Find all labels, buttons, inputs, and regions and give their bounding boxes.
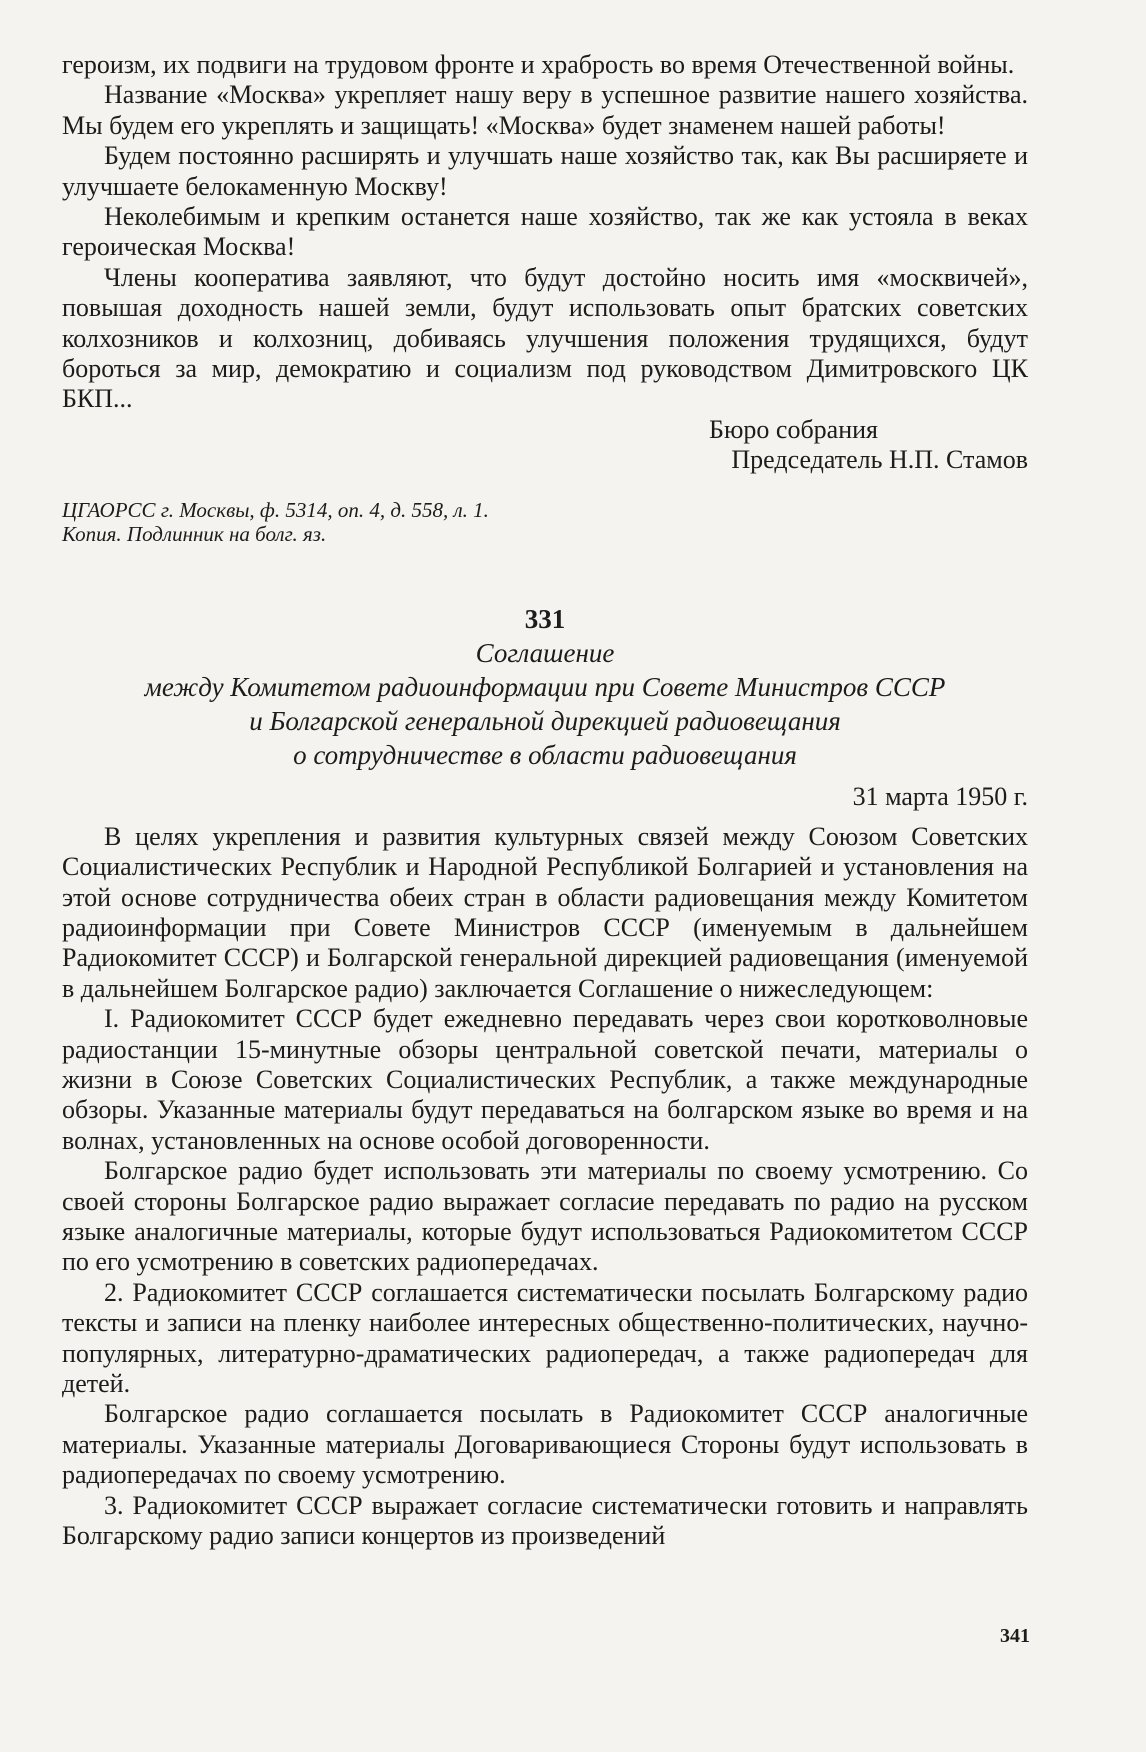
paragraph-1: героизм, их подвиги на трудовом фронте и храбрость во время Отечественной войны.: [62, 50, 1015, 79]
paragraph-4: Неколебимым и крепким останется наше хозяйство, так же как устояла в веках героическая Москва!: [62, 202, 1028, 262]
signature-bureau: Бюро собрания: [709, 414, 878, 444]
document-page: [62, 50, 1028, 1551]
document-title: [62, 636, 1028, 772]
body-paragraph-4: 2. Радиокомитет СССР соглашается систематически посылать Болгарскому радио тексты и записи на пленку наиболее интересных общественно-политических, научно-популярных, литературно-драматических радиопередач, а также радиопередач для детей.: [62, 1277, 1028, 1398]
body-paragraph-1: В целях укрепления и развития культурных связей между Союзом Советских Социалистических Республик и Народной Республикой Болгарией и установления на этой основе сотрудничества обеих стран в области радиовещания между Комитетом радиоинформации при Совете Министров СССР (именуемым в дальнейшем Радиокомитет СССР) и Болгарской генеральной дирекцией радиовещания (именуемой в дальнейшем Болгарское радио) заключается Соглашение о нижеследующем:: [62, 821, 1028, 1003]
body-paragraph-5: Болгарское радио соглашается посылать в Радиокомитет СССР аналогичные материалы. Указанные материалы Договаривающиеся Стороны будут использовать в радиопередачах по своему усмотрению.: [62, 1399, 1028, 1490]
title-line-1: Соглашение: [475, 637, 615, 668]
title-line-4: о сотрудничестве в области радиовещания: [293, 739, 797, 770]
body-paragraph-2: I. Радиокомитет СССР будет ежедневно передавать через свои коротковолновые радиостанции 15-минутные обзоры центральной советской печати, материалы о жизни в Союзе Советских Социалистических Республик, а также международные обзоры. Указанные материалы будут передаваться на болгарском языке во время и на волнах, установленных на основе особой договоренности.: [62, 1004, 1028, 1155]
paragraph-3: Будем постоянно расширять и улучшать наше хозяйство так, как Вы расширяете и улучшаете белокаменную Москву!: [62, 141, 1028, 201]
paragraph-2: Название «Москва» укрепляет нашу веру в успешное развитие нашего хозяйства. Мы будем его укреплять и защищать! «Москва» будет знаменем нашей работы!: [62, 80, 1028, 140]
document-date: 31 марта 1950 г.: [852, 781, 1028, 811]
document-number: 331: [524, 603, 566, 634]
signature-chairman: Председатель Н.П. Стамов: [731, 445, 1028, 475]
archive-reference: [62, 498, 1028, 546]
body-paragraph-3: Болгарское радио будет использовать эти материалы по своему усмотрению. Со своей стороны Болгарское радио выражает согласие передавать по радио на русском языке аналогичные материалы, которые будут использоваться Радиокомитетом СССР по его усмотрению в советских радиопередачах.: [62, 1156, 1028, 1277]
title-line-2: между Комитетом радиоинформации при Совете Министров СССР: [144, 671, 946, 702]
archive-source: ЦГАОРСС г. Москвы, ф. 5314, оп. 4, д. 558, л. 1.: [62, 497, 489, 522]
page-number: 341: [1000, 1625, 1030, 1647]
title-line-3: и Болгарской генеральной дирекцией радиовещания: [249, 705, 841, 736]
paragraph-5: Члены кооператива заявляют, что будут достойно носить имя «москвичей», повышая доходность нашей земли, будут использовать опыт братских советских колхозников и колхозниц, добиваясь улучшения положения трудящихся, будут бороться за мир, демократию и социализм под руководством Димитровского ЦК БКП...: [62, 262, 1028, 414]
archive-copy-note: Копия. Подлинник на болг. яз.: [62, 521, 327, 546]
body-paragraph-6: 3. Радиокомитет СССР выражает согласие систематически готовить и направлять Болгарскому радио записи концертов из произведений: [62, 1490, 1028, 1551]
